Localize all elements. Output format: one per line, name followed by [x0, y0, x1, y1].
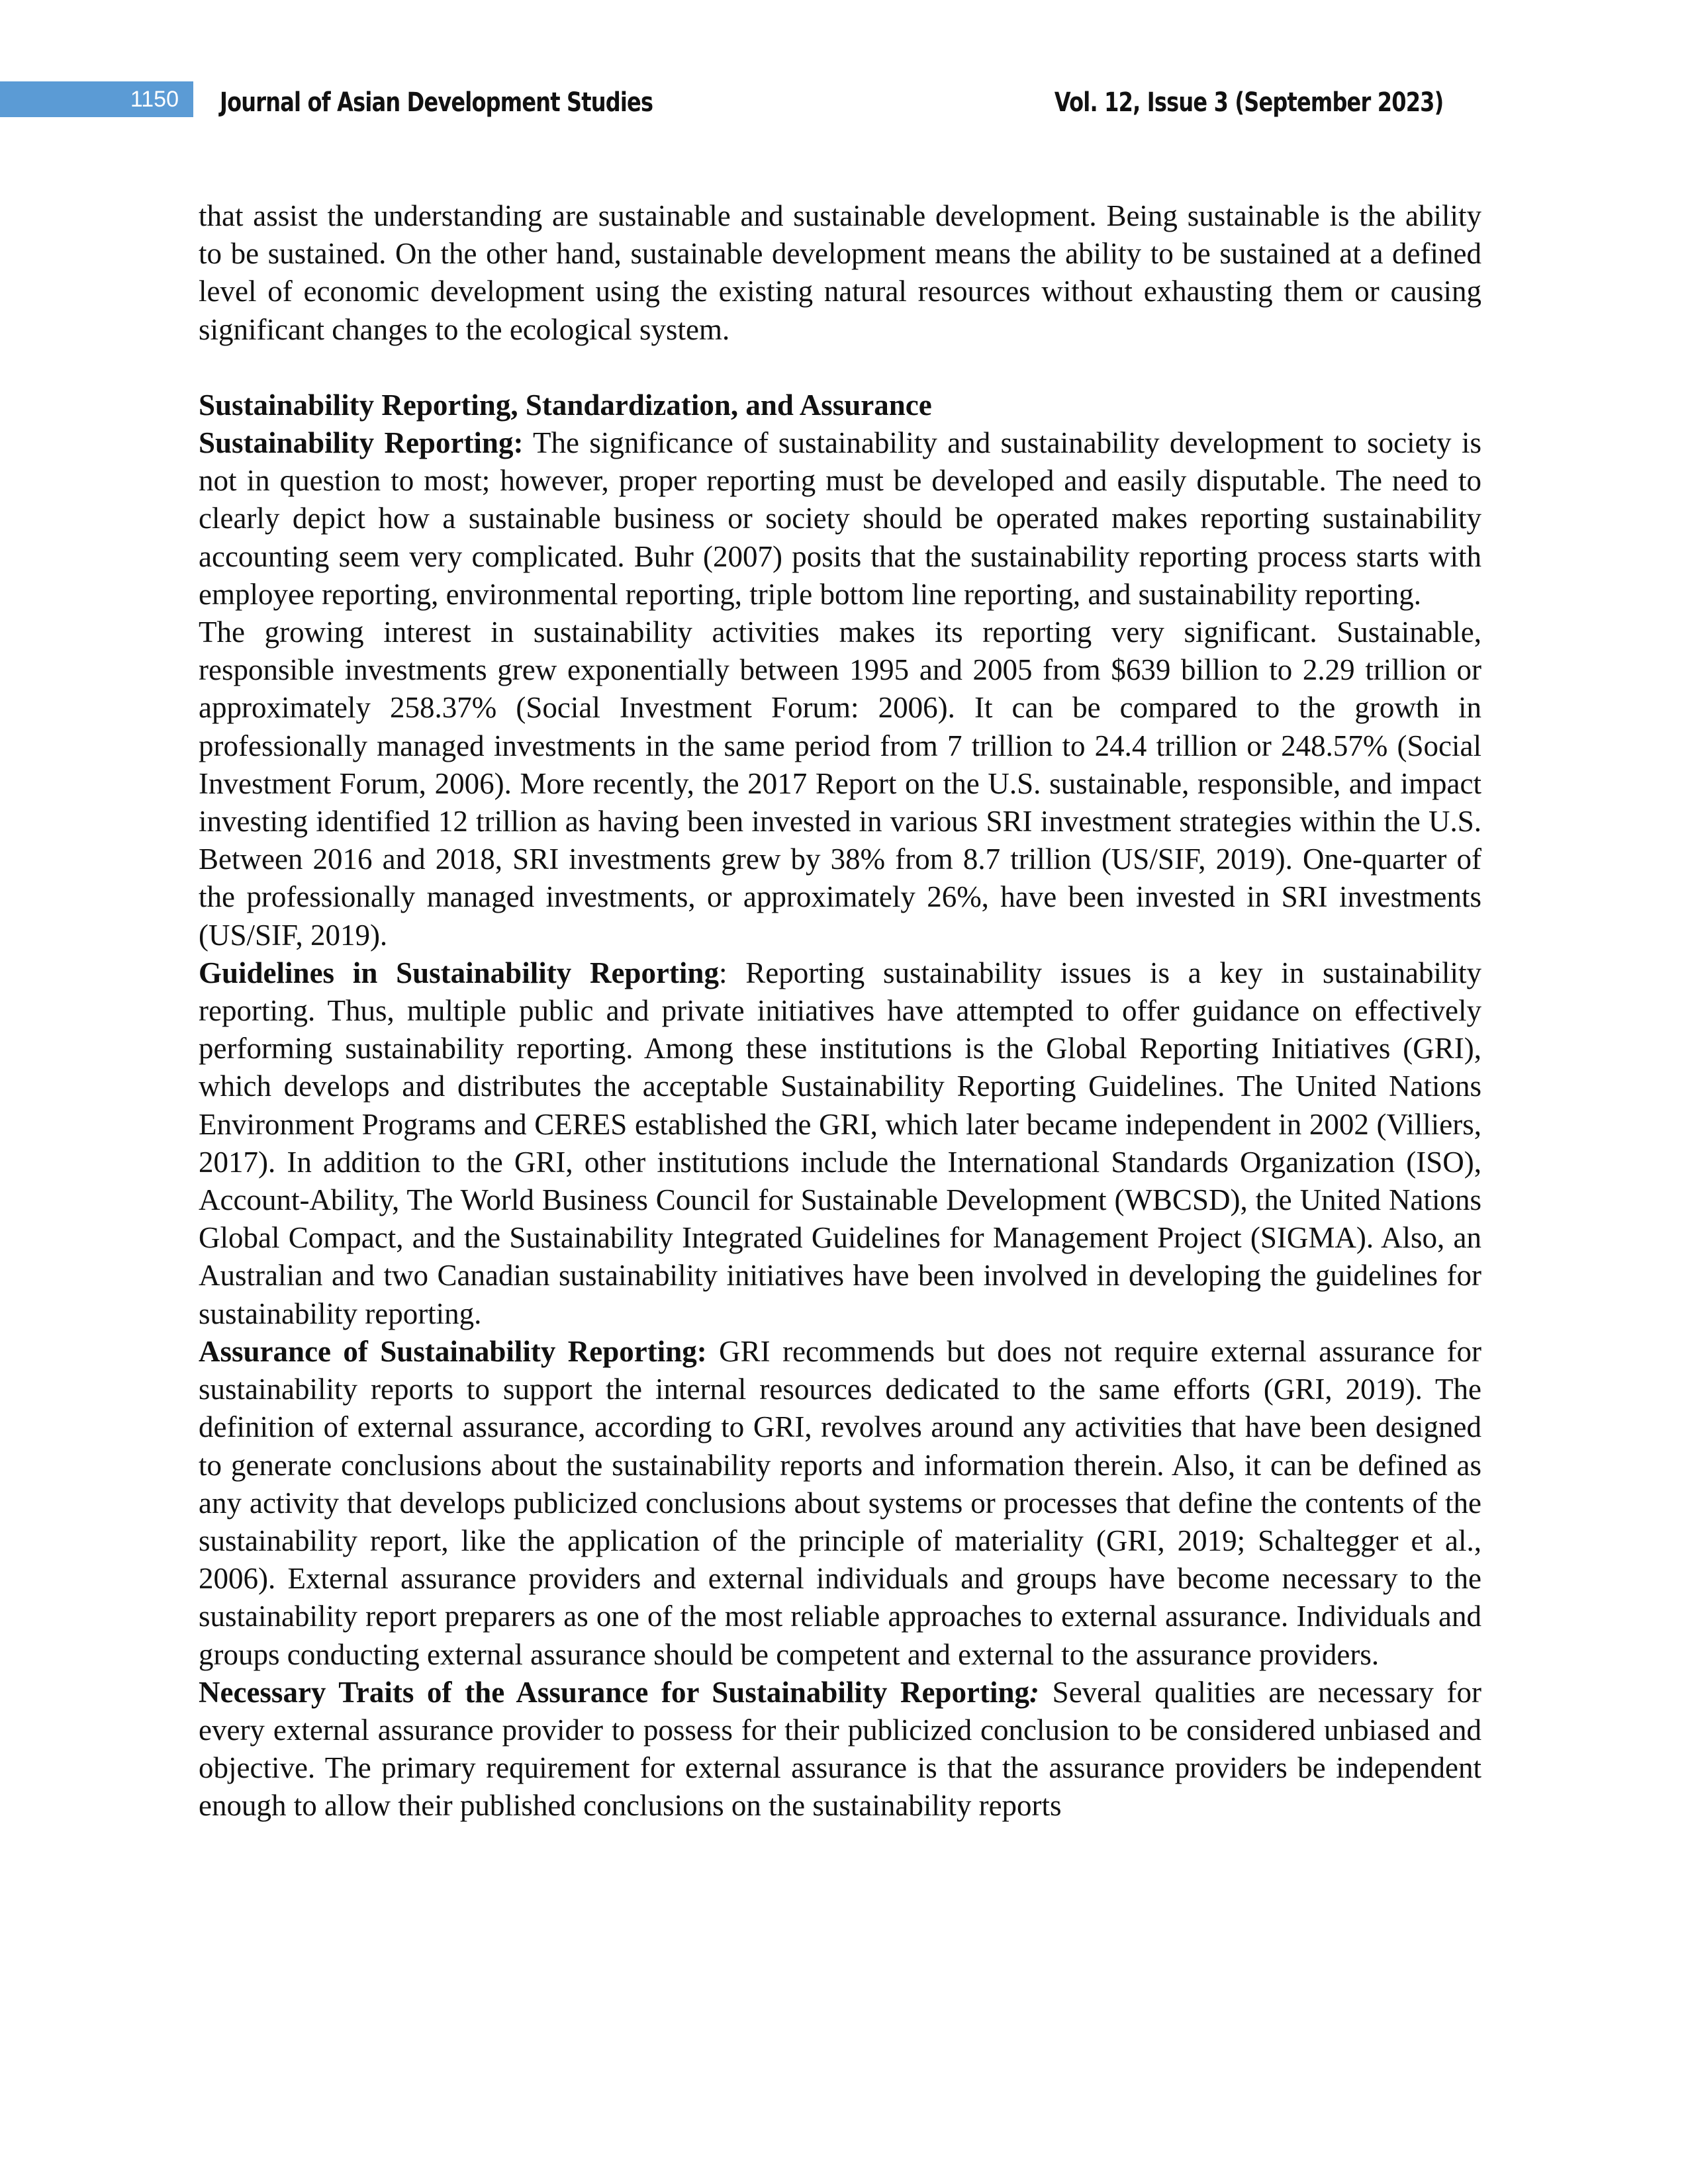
section-heading: Sustainability Reporting, Standardization, and Assurance: [199, 388, 932, 422]
paragraph-text: GRI recommends but does not require external assurance for sustainability reports to support the internal resources dedicated to the same efforts (GRI, 2019). The definition of external assurance, according to GRI, revolves around any activities that have been designed to generate conclusions about the sustainability reports and information therein. Also, it can be defined as any activity that develops publicized conclusions about systems or processes that define the contents of the sustainability report, like the application of the principle of materiality (GRI, 2019; Schaltegger et al., 2006). External assurance providers and external individuals and groups have become necessary to the sustainability report preparers as one of the most reliable approaches to external assurance. Individuals and groups conducting external assurance should be competent and external to the assurance providers.: [199, 1334, 1481, 1671]
volume-issue: Vol. 12, Issue 3 (September 2023): [1054, 87, 1443, 118]
page-number: 1150: [130, 87, 179, 112]
intro-paragraph: that assist the understanding are sustainable and sustainable development. Being sustainable is the ability to be sustained. On the other hand, sustainable development means the ability to be sustained at a defined level of economic development using the existing natural resources without exhausting them or causing significant changes to the ecological system.: [199, 199, 1481, 346]
article-body: [199, 197, 1481, 1825]
journal-title: Journal of Asian Development Studies: [220, 87, 653, 118]
paragraph-text: : Reporting sustainability issues is a key in sustainability reporting. Thus, multiple public and private initiatives have attempted to offer guidance on effectively performing sustainability reporting. Among these institutions is the Global Reporting Initiatives (GRI), which develops and distributes the acceptable Sustainability Reporting Guidelines. The United Nations Environment Programs and CERES established the GRI, which later became independent in 2002 (Villiers, 2017). In addition to the GRI, other institutions include the International Standards Organization (ISO), Account-Ability, The World Business Council for Sustainable Development (WBCSD), the United Nations Global Compact, and the Sustainability Integrated Guidelines for Management Project (SIGMA). Also, an Australian and two Canadian sustainability initiatives have been involved in developing the guidelines for sustainability reporting.: [199, 956, 1481, 1330]
paragraph-text: The significance of sustainability and sustainability development to society is not in question to most; however, proper reporting must be developed and easily disputable. The need to clearly depict how a sustainable business or society should be operated makes reporting sustainability accounting seem very complicated. Buhr (2007) posits that the sustainability reporting process starts with employee reporting, environmental reporting, triple bottom line reporting, and sustainability reporting.: [199, 426, 1481, 611]
page-number-tab: [0, 81, 193, 117]
paragraph-text: Several qualities are necessary for every external assurance provider to possess for their publicized conclusion to be considered unbiased and objective. The primary requirement for external assurance is that the assurance providers be independent enough to allow their published conclusions on the sustainability reports: [199, 1675, 1481, 1823]
paragraph-growing-interest: The growing interest in sustainability activities makes its reporting very significant. Sustainable, responsible investments grew exponentially between 1995 and 2005 from $639 billion to 2.29 trillion or approximately 258.37% (Social Investment Forum: 2006). It can be compared to the growth in professionally managed investments in the same period from 7 trillion to 24.4 trillion or 248.57% (Social Investment Forum, 2006). More recently, the 2017 Report on the U.S. sustainable, responsible, and impact investing identified 12 trillion as having been invested in various SRI investment strategies within the U.S. Between 2016 and 2018, SRI investments grew by 38% from 8.7 trillion (US/SIF, 2019). One-quarter of the professionally managed investments, or approximately 26%, have been invested in SRI investments (US/SIF, 2019).: [199, 615, 1481, 952]
paragraph-necessary-traits: [199, 1674, 1481, 1825]
paragraph-label: Sustainability Reporting:: [199, 426, 524, 460]
paragraph-assurance: [199, 1333, 1481, 1674]
paragraph-label-colon: :: [1029, 1675, 1040, 1709]
paragraph-sustainability-reporting: [199, 424, 1481, 614]
paragraph-label: Assurance of Sustainability Reporting:: [199, 1334, 707, 1368]
paragraph-label: Necessary Traits of the Assurance for Sustainability Reporting: [199, 1675, 1030, 1709]
paragraph-label: Guidelines in Sustainability Reporting: [199, 956, 719, 989]
paragraph-guidelines: [199, 954, 1481, 1333]
